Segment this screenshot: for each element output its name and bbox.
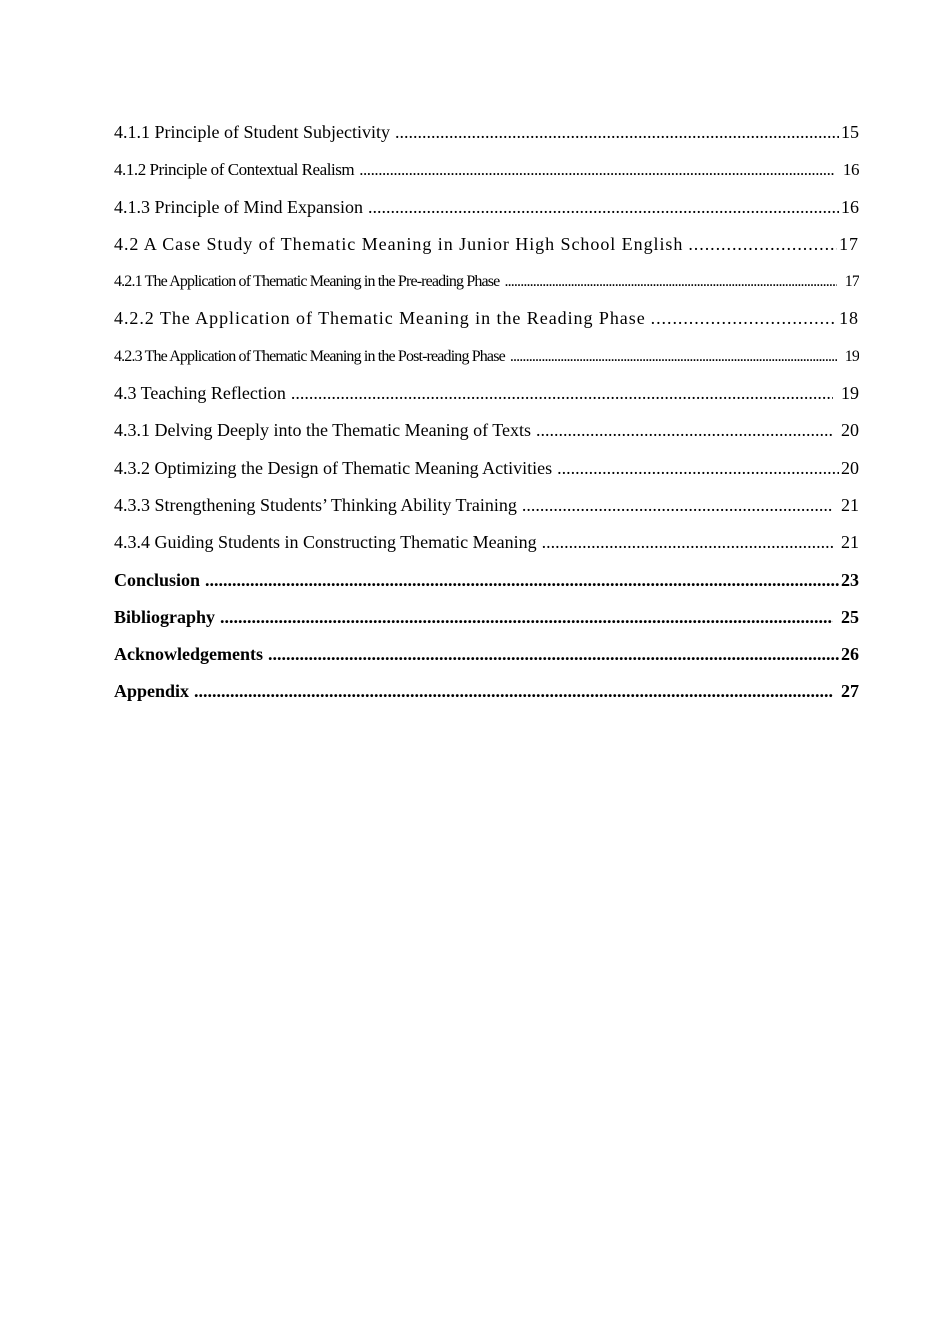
toc-entry-conclusion[interactable] [114, 567, 859, 604]
toc-dot-leader [395, 119, 839, 146]
toc-dot-leader [651, 305, 837, 332]
toc-entry-4-3-3[interactable] [114, 492, 859, 529]
toc-entry-4-2-1[interactable] [114, 268, 859, 305]
toc-entry-acknowledgements[interactable] [114, 641, 859, 678]
toc-entry-title: 4.3.3 Strengthening Students’ Thinking Ability Training [114, 494, 517, 515]
toc-entry-4-1-3[interactable] [114, 194, 859, 231]
toc-dot-leader [688, 231, 837, 258]
toc-entry-title: 4.3 Teaching Reflection [114, 383, 286, 404]
toc-page-number: 26 [841, 644, 859, 665]
table-of-contents [114, 119, 859, 716]
toc-entry-title: 4.1.2 Principle of Contextual Realism [114, 160, 355, 180]
toc-entry-appendix[interactable] [114, 678, 859, 715]
toc-entry-4-3-4[interactable] [114, 529, 859, 566]
toc-page-number: 17 [839, 233, 859, 254]
toc-entry-4-3[interactable] [114, 380, 859, 417]
toc-page-number: 19 [841, 383, 859, 404]
toc-page-number: 17 [844, 273, 859, 291]
toc-entry-title: Acknowledgements [114, 644, 263, 665]
toc-dot-leader [542, 529, 833, 556]
toc-page-number: 20 [841, 420, 859, 441]
toc-dot-leader [536, 417, 833, 444]
toc-entry-4-2-3[interactable] [114, 343, 859, 380]
toc-dot-leader [268, 641, 839, 668]
toc-dot-leader [504, 268, 836, 295]
toc-page-number: 21 [841, 494, 859, 515]
toc-page-number: 20 [841, 457, 859, 478]
toc-page-number: 25 [841, 606, 859, 627]
toc-entry-title: 4.1.3 Principle of Mind Expansion [114, 196, 363, 217]
toc-entry-title: 4.3.1 Delving Deeply into the Thematic Meaning of Texts [114, 420, 531, 441]
toc-dot-leader [194, 678, 833, 705]
toc-page-number: 15 [841, 122, 859, 142]
toc-page-number: 27 [841, 681, 859, 702]
toc-dot-leader [522, 492, 833, 519]
toc-page-number: 16 [842, 160, 859, 180]
toc-entry-4-2[interactable] [114, 231, 859, 268]
toc-page-number: 23 [841, 569, 859, 590]
toc-page-number: 16 [841, 196, 859, 217]
toc-entry-title: Appendix [114, 681, 190, 702]
toc-entry-4-1-2[interactable] [114, 156, 859, 193]
toc-entry-title: 4.2.1 The Application of Thematic Meaning in the Pre-reading Phase [114, 273, 500, 291]
toc-entry-title: Conclusion [114, 569, 201, 590]
toc-page-number: 21 [841, 532, 859, 553]
toc-dot-leader [557, 455, 839, 482]
toc-entry-title: 4.3.4 Guiding Students in Constructing Thematic Meaning [114, 532, 537, 553]
toc-page-number: 18 [839, 308, 859, 329]
toc-entry-title: 4.2 A Case Study of Thematic Meaning in Junior High School English [114, 233, 684, 254]
toc-dot-leader [220, 604, 833, 631]
toc-entry-4-2-2[interactable] [114, 305, 859, 342]
toc-dot-leader [291, 380, 833, 407]
toc-entry-title: 4.1.1 Principle of Student Subjectivity [114, 122, 390, 142]
toc-entry-bibliography[interactable] [114, 604, 859, 641]
toc-entry-4-3-1[interactable] [114, 417, 859, 454]
toc-entry-4-3-2[interactable] [114, 455, 859, 492]
toc-dot-leader [359, 156, 835, 183]
toc-dot-leader [205, 567, 839, 594]
toc-entry-title: 4.2.2 The Application of Thematic Meaning in the Reading Phase [114, 308, 646, 329]
toc-entry-4-1-1[interactable] [114, 119, 859, 156]
toc-dot-leader [368, 194, 839, 221]
toc-entry-title: 4.3.2 Optimizing the Design of Thematic Meaning Activities [114, 457, 553, 478]
toc-dot-leader [510, 343, 837, 370]
toc-page-number: 19 [844, 347, 859, 365]
toc-entry-title: Bibliography [114, 606, 216, 627]
toc-entry-title: 4.2.3 The Application of Thematic Meaning in the Post-reading Phase [114, 347, 505, 365]
